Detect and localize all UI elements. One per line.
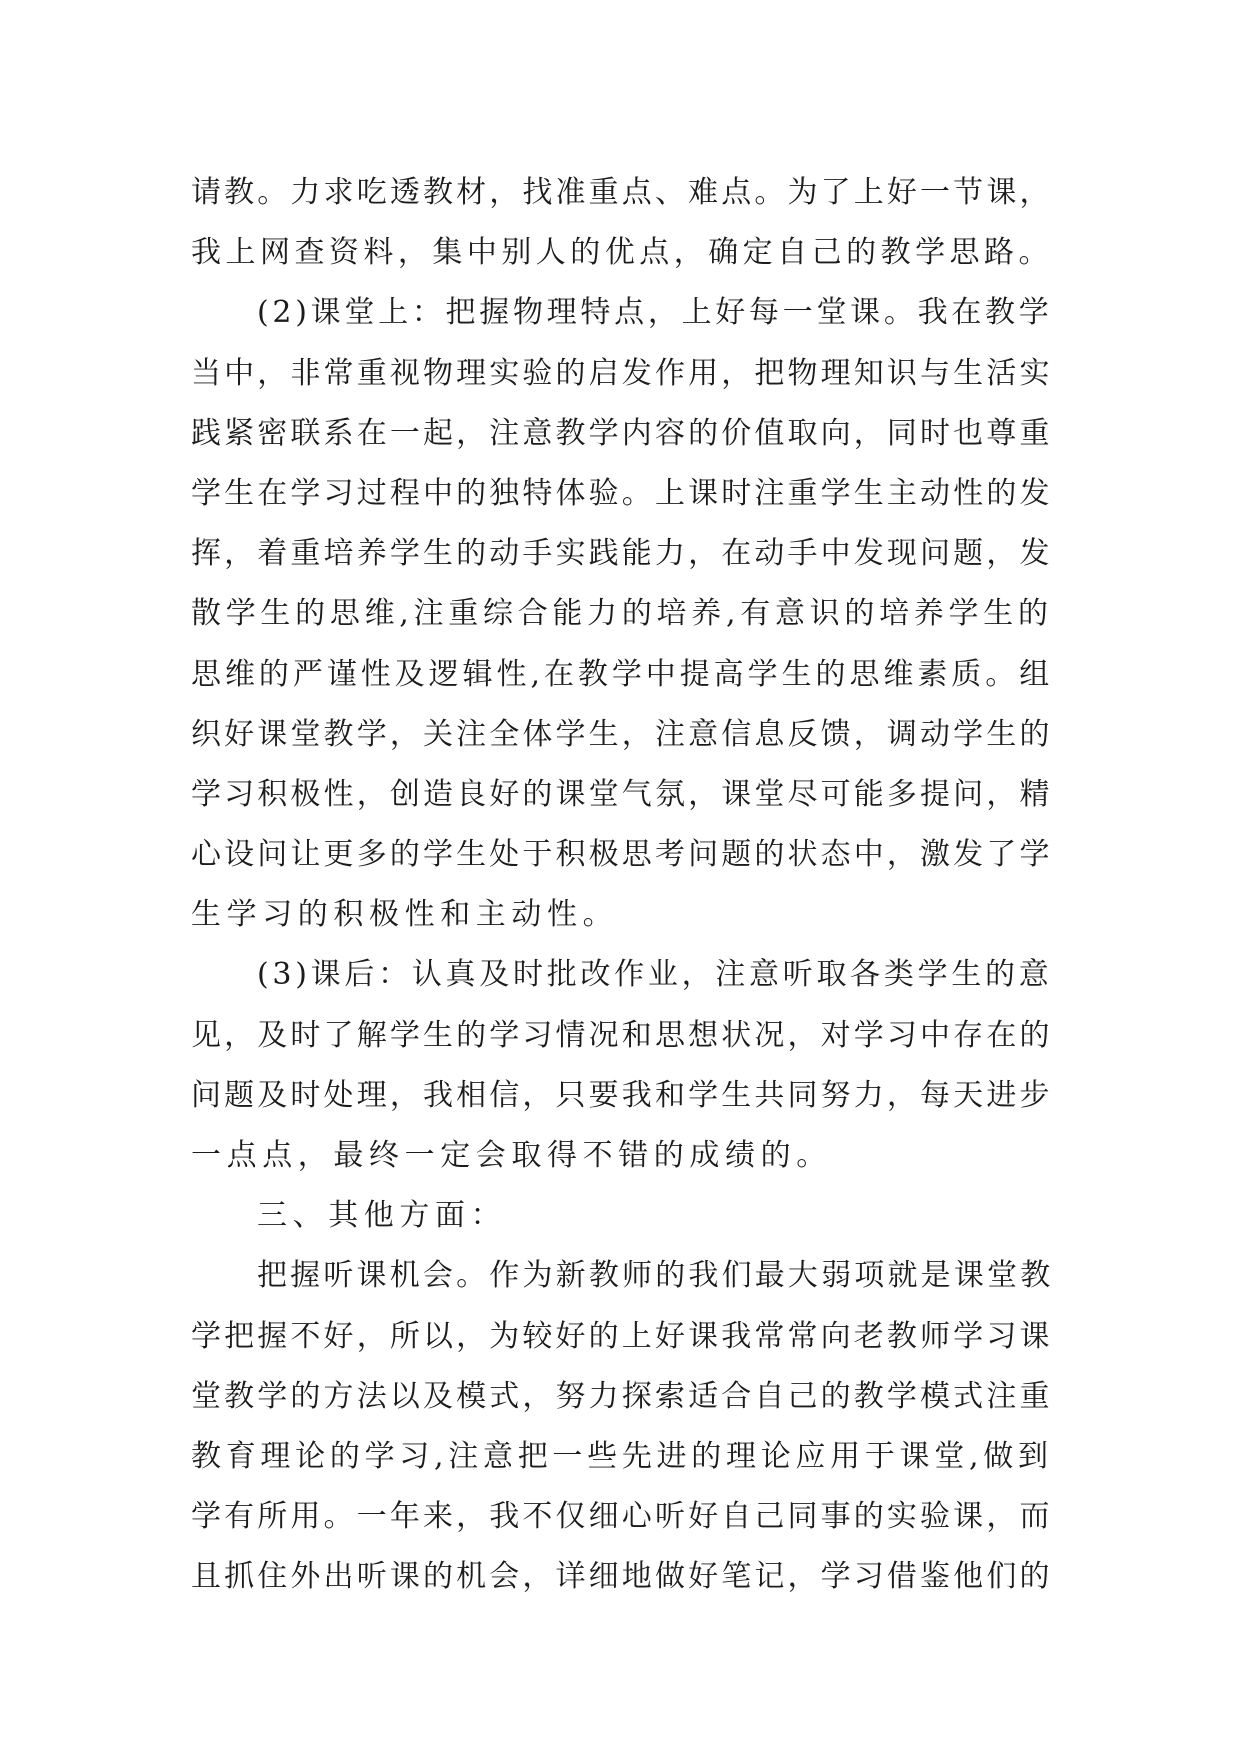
text-line: 教育理论的学习,注意把一些先进的理论应用于课堂,做到	[191, 1438, 1053, 1474]
text-line: 学习积极性，创造良好的课堂气氛，课堂尽可能多提问，精	[191, 776, 1053, 812]
text-line: 请教。力求吃透教材，找准重点、难点。为了上好一节课，	[191, 175, 1053, 210]
text-line: (3)课后：认真及时批改作业，注意听取各类学生的意	[257, 957, 1053, 993]
text-line: 我上网查资料，集中别人的优点，确定自己的教学思路。	[191, 235, 1053, 271]
text-line: 把握听课机会。作为新教师的我们最大弱项就是课堂教	[257, 1258, 1054, 1294]
text-line: 学生在学习过程中的独特体验。上课时注重学生主动性的发	[191, 475, 1053, 511]
text-line: 堂教学的方法以及模式，努力探索适合自己的教学模式注重	[191, 1378, 1053, 1414]
text-line: 心设问让更多的学生处于积极思考问题的状态中，激发了学	[191, 837, 1053, 873]
text-line: 学有所用。一年来，我不仅细心听好自己同事的实验课，而	[191, 1499, 1053, 1535]
text-line: 当中，非常重视物理实验的启发作用，把物理知识与生活实	[191, 355, 1053, 391]
text-line: 三、其他方面：	[257, 1198, 507, 1234]
text-line: 见，及时了解学生的学习情况和思想状况，对学习中存在的	[191, 1017, 1053, 1053]
text-line: 学把握不好，所以，为较好的上好课我常常向老教师学习课	[191, 1318, 1053, 1354]
text-line: 散学生的思维,注重综合能力的培养,有意识的培养学生的	[191, 596, 1053, 632]
text-line: 问题及时处理，我相信，只要我和学生共同努力，每天进步	[191, 1077, 1053, 1113]
text-line: 且抓住外出听课的机会，详细地做好笔记，学习借鉴他们的	[191, 1559, 1053, 1595]
text-line: 生学习的积极性和主动性。	[191, 897, 619, 933]
document-body	[191, 163, 1053, 1608]
text-line: 织好课堂教学，关注全体学生，注意信息反馈，调动学生的	[191, 716, 1053, 752]
text-line: 思维的严谨性及逻辑性,在教学中提高学生的思维素质。组	[191, 656, 1054, 692]
text-line: 挥，着重培养学生的动手实践能力，在动手中发现问题，发	[191, 536, 1053, 572]
text-line: 一点点，最终一定会取得不错的成绩的。	[191, 1138, 832, 1173]
text-line: (2)课堂上：把握物理特点，上好每一堂课。我在教学	[257, 295, 1053, 331]
text-line: 践紧密联系在一起，注意教学内容的价值取向，同时也尊重	[191, 415, 1053, 451]
